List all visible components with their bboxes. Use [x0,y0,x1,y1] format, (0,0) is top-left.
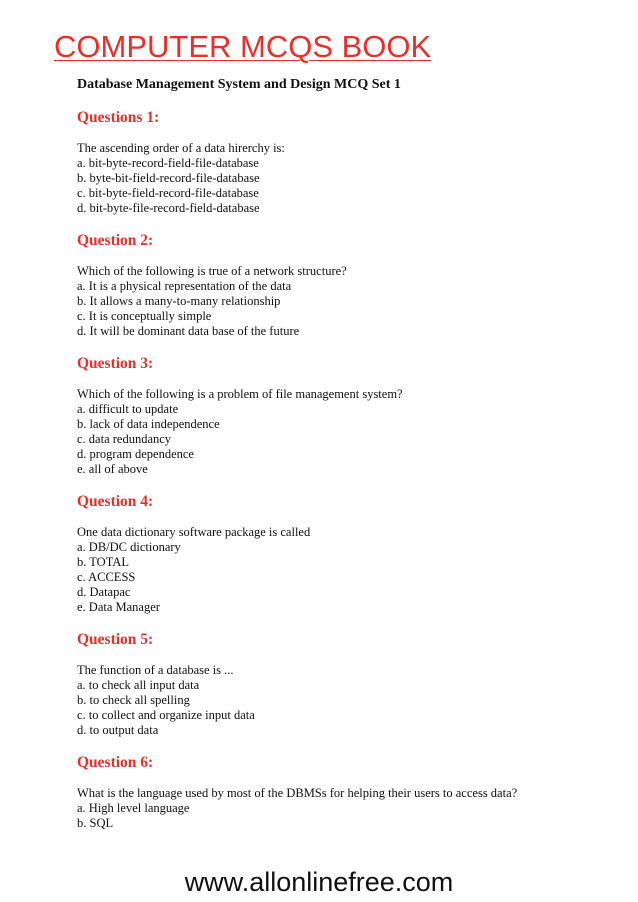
question-text: The function of a database is ... [77,663,234,677]
answer-option: a. High level language [77,801,190,815]
answer-option: e. Data Manager [77,600,160,614]
question-heading: Question 3: [77,355,154,372]
answer-option: d. Datapac [77,585,131,599]
question-text: The ascending order of a data hirerchy is: [77,141,285,155]
question-block [77,354,617,477]
question-block [77,753,617,831]
question-text: What is the language used by most of the DBMSs for helping their users to access data? [77,786,518,800]
answer-option: b. TOTAL [77,555,130,569]
question-heading: Question 2: [77,232,154,249]
answer-option: b. SQL [77,816,114,830]
question-block [77,108,617,216]
answer-option: b. It allows a many-to-many relationship [77,294,281,308]
answer-option: b. byte-bit-field-record-file-database [77,171,260,185]
question-text: Which of the following is true of a network structure? [77,264,347,278]
footer-website-url: www.allonlinefree.com [184,867,454,897]
question-text: One data dictionary software package is called [77,525,311,539]
answer-option: a. bit-byte-record-field-file-database [77,156,259,170]
answer-option: d. It will be dominant data base of the future [77,324,300,338]
answer-option: c. to collect and organize input data [77,708,255,722]
answer-option: a. It is a physical representation of the data [77,279,292,293]
question-heading: Questions 1: [77,109,160,126]
book-banner-title: COMPUTER MCQS BOOK [54,29,432,64]
answer-option: c. bit-byte-field-record-file-database [77,186,259,200]
question-text: Which of the following is a problem of file management system? [77,387,403,401]
answer-option: c. It is conceptually simple [77,309,212,323]
question-block [77,630,617,738]
answer-option: a. DB/DC dictionary [77,540,181,554]
document-body [77,76,617,846]
answer-option: d. to output data [77,723,159,737]
answer-option: c. ACCESS [77,570,136,584]
answer-option: b. to check all spelling [77,693,190,707]
answer-option: a. difficult to update [77,402,179,416]
answer-option: d. program dependence [77,447,194,461]
question-block [77,492,617,615]
question-heading: Question 6: [77,754,154,771]
answer-option: b. lack of data independence [77,417,220,431]
document-title: Database Management System and Design MCQ Set 1 [77,77,401,92]
answer-option: c. data redundancy [77,432,172,446]
question-block [77,231,617,339]
question-heading: Question 5: [77,631,154,648]
answer-option: a. to check all input data [77,678,200,692]
answer-option: e. all of above [77,462,148,476]
answer-option: d. bit-byte-file-record-field-database [77,201,260,215]
question-heading: Question 4: [77,493,154,510]
